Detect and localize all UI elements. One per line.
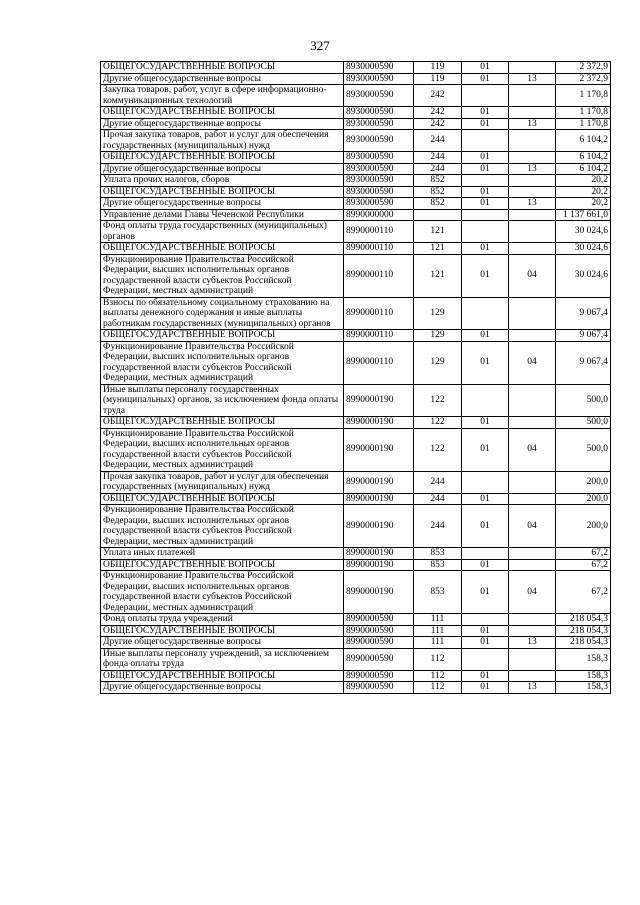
cell-section: 01 [462,62,509,74]
cell-name: ОБЩЕГОСУДАРСТВЕННЫЕ ВОПРОСЫ [101,625,344,637]
cell-name: Функционирование Правительства Российской Федерации, высших исполнительных органов государственной власти субъектов Российской Федерации, местных администраций [101,571,344,614]
cell-expense-type: 852 [414,198,462,210]
cell-section: 01 [462,505,509,548]
cell-subsection [509,493,556,505]
cell-amount: 1 170,8 [556,85,611,107]
cell-target-article: 8990000190 [344,493,414,505]
cell-amount: 67,2 [556,559,611,571]
cell-target-article: 8990000000 [344,209,414,221]
cell-section [462,209,509,221]
cell-expense-type [414,209,462,221]
cell-expense-type: 129 [414,297,462,330]
cell-expense-type: 852 [414,186,462,198]
cell-name: Взносы по обязательному социальному страхованию на выплаты денежного содержания и иные выплаты работникам государственных (муниципальных) органов [101,297,344,330]
cell-subsection [509,243,556,255]
table-row [101,670,611,682]
table-row [101,152,611,164]
cell-expense-type: 853 [414,571,462,614]
cell-subsection [509,471,556,493]
cell-amount: 30 024,6 [556,243,611,255]
cell-section [462,384,509,417]
cell-section: 01 [462,341,509,384]
table-row [101,471,611,493]
cell-section: 01 [462,559,509,571]
cell-amount: 2 372,9 [556,73,611,85]
table-row [101,648,611,670]
cell-section: 01 [462,417,509,429]
cell-amount: 67,2 [556,571,611,614]
cell-amount: 20,2 [556,186,611,198]
cell-expense-type: 244 [414,130,462,152]
cell-subsection [509,209,556,221]
cell-expense-type: 122 [414,417,462,429]
cell-subsection [509,297,556,330]
cell-expense-type: 111 [414,614,462,626]
cell-amount: 500,0 [556,428,611,471]
cell-name: ОБЩЕГОСУДАРСТВЕННЫЕ ВОПРОСЫ [101,243,344,255]
cell-expense-type: 121 [414,254,462,297]
table-row [101,625,611,637]
cell-amount: 200,0 [556,505,611,548]
cell-target-article: 8990000110 [344,221,414,243]
page-number: 327 [310,38,330,53]
cell-section: 01 [462,625,509,637]
cell-subsection [509,221,556,243]
table-row [101,243,611,255]
cell-amount: 6 104,2 [556,130,611,152]
cell-expense-type: 129 [414,330,462,342]
cell-section [462,297,509,330]
cell-expense-type: 119 [414,62,462,74]
cell-amount: 218 054,3 [556,614,611,626]
cell-subsection [509,62,556,74]
cell-target-article: 8930000590 [344,198,414,210]
table-row [101,186,611,198]
table-row [101,175,611,187]
cell-section [462,648,509,670]
cell-name: ОБЩЕГОСУДАРСТВЕННЫЕ ВОПРОСЫ [101,417,344,429]
cell-section [462,85,509,107]
cell-subsection: 13 [509,637,556,649]
cell-target-article: 8930000590 [344,73,414,85]
cell-expense-type: 122 [414,384,462,417]
cell-subsection [509,130,556,152]
cell-name: Другие общегосударственные вопросы [101,163,344,175]
cell-target-article: 8930000590 [344,85,414,107]
cell-amount: 9 067,4 [556,297,611,330]
cell-name: Другие общегосударственные вопросы [101,198,344,210]
cell-subsection [509,152,556,164]
cell-expense-type: 242 [414,118,462,130]
cell-expense-type: 122 [414,428,462,471]
table-row [101,571,611,614]
cell-amount: 20,2 [556,198,611,210]
cell-target-article: 8990000110 [344,254,414,297]
cell-target-article: 8990000590 [344,670,414,682]
cell-expense-type: 852 [414,175,462,187]
cell-name: Фонд оплаты труда учреждений [101,614,344,626]
cell-target-article: 8990000590 [344,682,414,694]
cell-amount: 6 104,2 [556,163,611,175]
cell-expense-type: 853 [414,548,462,560]
cell-name: Функционирование Правительства Российской Федерации, высших исполнительных органов государственной власти субъектов Российской Федерации, местных администраций [101,341,344,384]
cell-name: Другие общегосударственные вопросы [101,118,344,130]
cell-amount: 218 054,3 [556,637,611,649]
cell-name: Прочая закупка товаров, работ и услуг для обеспечения государственных (муниципальных) нужд [101,471,344,493]
cell-name: ОБЩЕГОСУДАРСТВЕННЫЕ ВОПРОСЫ [101,107,344,119]
cell-amount: 218 054,3 [556,625,611,637]
cell-target-article: 8990000590 [344,648,414,670]
cell-section: 01 [462,118,509,130]
cell-amount: 158,3 [556,682,611,694]
cell-expense-type: 129 [414,341,462,384]
cell-expense-type: 244 [414,493,462,505]
cell-subsection: 04 [509,341,556,384]
cell-section [462,130,509,152]
cell-subsection [509,670,556,682]
cell-section: 01 [462,571,509,614]
cell-subsection [509,417,556,429]
table-row [101,118,611,130]
table-row [101,130,611,152]
cell-subsection: 13 [509,73,556,85]
table-row [101,62,611,74]
cell-section: 01 [462,152,509,164]
cell-subsection [509,384,556,417]
table-row [101,163,611,175]
table-row [101,209,611,221]
cell-section: 01 [462,186,509,198]
table-row [101,297,611,330]
cell-target-article: 8990000110 [344,330,414,342]
cell-expense-type: 853 [414,559,462,571]
cell-target-article: 8990000190 [344,384,414,417]
cell-target-article: 8990000190 [344,417,414,429]
cell-subsection: 13 [509,163,556,175]
table-row [101,221,611,243]
cell-target-article: 8930000590 [344,107,414,119]
cell-name: Уплата прочих налогов, сборов [101,175,344,187]
cell-amount: 9 067,4 [556,330,611,342]
cell-name: ОБЩЕГОСУДАРСТВЕННЫЕ ВОПРОСЫ [101,152,344,164]
cell-expense-type: 242 [414,107,462,119]
table-row [101,637,611,649]
cell-name: ОБЩЕГОСУДАРСТВЕННЫЕ ВОПРОСЫ [101,670,344,682]
cell-name: ОБЩЕГОСУДАРСТВЕННЫЕ ВОПРОСЫ [101,62,344,74]
cell-target-article: 8990000590 [344,625,414,637]
cell-name: Другие общегосударственные вопросы [101,637,344,649]
cell-target-article: 8990000590 [344,637,414,649]
cell-section [462,221,509,243]
cell-name: ОБЩЕГОСУДАРСТВЕННЫЕ ВОПРОСЫ [101,559,344,571]
cell-subsection [509,107,556,119]
cell-name: Другие общегосударственные вопросы [101,682,344,694]
cell-expense-type: 112 [414,648,462,670]
cell-amount: 200,0 [556,471,611,493]
table-row [101,198,611,210]
cell-target-article: 8930000590 [344,186,414,198]
budget-table-body [101,62,611,694]
cell-amount: 1 170,8 [556,107,611,119]
cell-amount: 500,0 [556,417,611,429]
cell-target-article: 8990000190 [344,571,414,614]
table-row [101,330,611,342]
cell-subsection: 13 [509,682,556,694]
cell-amount: 200,0 [556,493,611,505]
cell-amount: 158,3 [556,648,611,670]
cell-amount: 67,2 [556,548,611,560]
cell-amount: 6 104,2 [556,152,611,164]
cell-expense-type: 244 [414,471,462,493]
cell-amount: 30 024,6 [556,254,611,297]
cell-amount: 9 067,4 [556,341,611,384]
cell-name: Прочая закупка товаров, работ и услуг для обеспечения государственных (муниципальных) нужд [101,130,344,152]
cell-expense-type: 112 [414,682,462,694]
cell-name: ОБЩЕГОСУДАРСТВЕННЫЕ ВОПРОСЫ [101,493,344,505]
cell-section: 01 [462,73,509,85]
cell-section [462,548,509,560]
table-row [101,254,611,297]
table-row [101,505,611,548]
table-row [101,85,611,107]
cell-subsection [509,559,556,571]
cell-subsection: 04 [509,428,556,471]
budget-table [100,61,611,694]
cell-expense-type: 244 [414,152,462,164]
cell-section: 01 [462,493,509,505]
cell-section: 01 [462,428,509,471]
cell-section [462,175,509,187]
cell-section: 01 [462,682,509,694]
cell-amount: 1 137 661,0 [556,209,611,221]
cell-target-article: 8990000190 [344,559,414,571]
cell-section: 01 [462,670,509,682]
cell-section: 01 [462,330,509,342]
cell-subsection: 04 [509,254,556,297]
cell-target-article: 8990000590 [344,614,414,626]
table-row [101,107,611,119]
cell-name: ОБЩЕГОСУДАРСТВЕННЫЕ ВОПРОСЫ [101,330,344,342]
cell-amount: 30 024,6 [556,221,611,243]
cell-amount: 1 170,8 [556,118,611,130]
cell-subsection [509,614,556,626]
cell-section [462,614,509,626]
cell-section: 01 [462,163,509,175]
cell-name: Функционирование Правительства Российской Федерации, высших исполнительных органов государственной власти субъектов Российской Федерации, местных администраций [101,428,344,471]
cell-subsection [509,186,556,198]
cell-section: 01 [462,107,509,119]
cell-amount: 20,2 [556,175,611,187]
cell-section: 01 [462,198,509,210]
cell-expense-type: 119 [414,73,462,85]
cell-target-article: 8990000190 [344,428,414,471]
table-row [101,682,611,694]
cell-subsection: 13 [509,198,556,210]
cell-target-article: 8990000110 [344,243,414,255]
cell-target-article: 8930000590 [344,130,414,152]
cell-name: ОБЩЕГОСУДАРСТВЕННЫЕ ВОПРОСЫ [101,186,344,198]
cell-target-article: 8930000590 [344,163,414,175]
table-row [101,559,611,571]
cell-target-article: 8930000590 [344,118,414,130]
cell-amount: 500,0 [556,384,611,417]
cell-target-article: 8990000190 [344,471,414,493]
cell-target-article: 8930000590 [344,152,414,164]
cell-name: Фонд оплаты труда государственных (муниципальных) органов [101,221,344,243]
cell-target-article: 8930000590 [344,175,414,187]
cell-target-article: 8990000110 [344,341,414,384]
cell-name: Закупка товаров, работ, услуг в сфере информационно-коммуникационных технологий [101,85,344,107]
table-row [101,73,611,85]
cell-expense-type: 244 [414,505,462,548]
cell-subsection: 04 [509,505,556,548]
cell-amount: 2 372,9 [556,62,611,74]
cell-amount: 158,3 [556,670,611,682]
cell-subsection [509,175,556,187]
cell-name: Иные выплаты персоналу учреждений, за исключением фонда оплаты труда [101,648,344,670]
cell-section: 01 [462,637,509,649]
cell-name: Иные выплаты персоналу государственных (муниципальных) органов, за исключением фонда оплаты труда [101,384,344,417]
cell-subsection [509,330,556,342]
table-row [101,417,611,429]
table-row [101,614,611,626]
cell-target-article: 8930000590 [344,62,414,74]
cell-name: Уплата иных платежей [101,548,344,560]
cell-name: Управление делами Главы Чеченской Республики [101,209,344,221]
cell-section: 01 [462,254,509,297]
cell-section: 01 [462,243,509,255]
cell-target-article: 8990000110 [344,297,414,330]
cell-expense-type: 111 [414,625,462,637]
cell-subsection [509,648,556,670]
cell-expense-type: 244 [414,163,462,175]
cell-subsection [509,625,556,637]
cell-expense-type: 121 [414,221,462,243]
cell-subsection: 13 [509,118,556,130]
cell-expense-type: 121 [414,243,462,255]
cell-name: Функционирование Правительства Российской Федерации, высших исполнительных органов государственной власти субъектов Российской Федерации, местных администраций [101,254,344,297]
cell-subsection [509,85,556,107]
cell-name: Другие общегосударственные вопросы [101,73,344,85]
cell-subsection: 04 [509,571,556,614]
cell-expense-type: 242 [414,85,462,107]
cell-target-article: 8990000190 [344,505,414,548]
table-row [101,428,611,471]
cell-subsection [509,548,556,560]
cell-expense-type: 111 [414,637,462,649]
cell-section [462,471,509,493]
cell-expense-type: 112 [414,670,462,682]
table-row [101,548,611,560]
table-row [101,493,611,505]
cell-target-article: 8990000190 [344,548,414,560]
cell-name: Функционирование Правительства Российской Федерации, высших исполнительных органов государственной власти субъектов Российской Федерации, местных администраций [101,505,344,548]
table-row [101,384,611,417]
table-row [101,341,611,384]
